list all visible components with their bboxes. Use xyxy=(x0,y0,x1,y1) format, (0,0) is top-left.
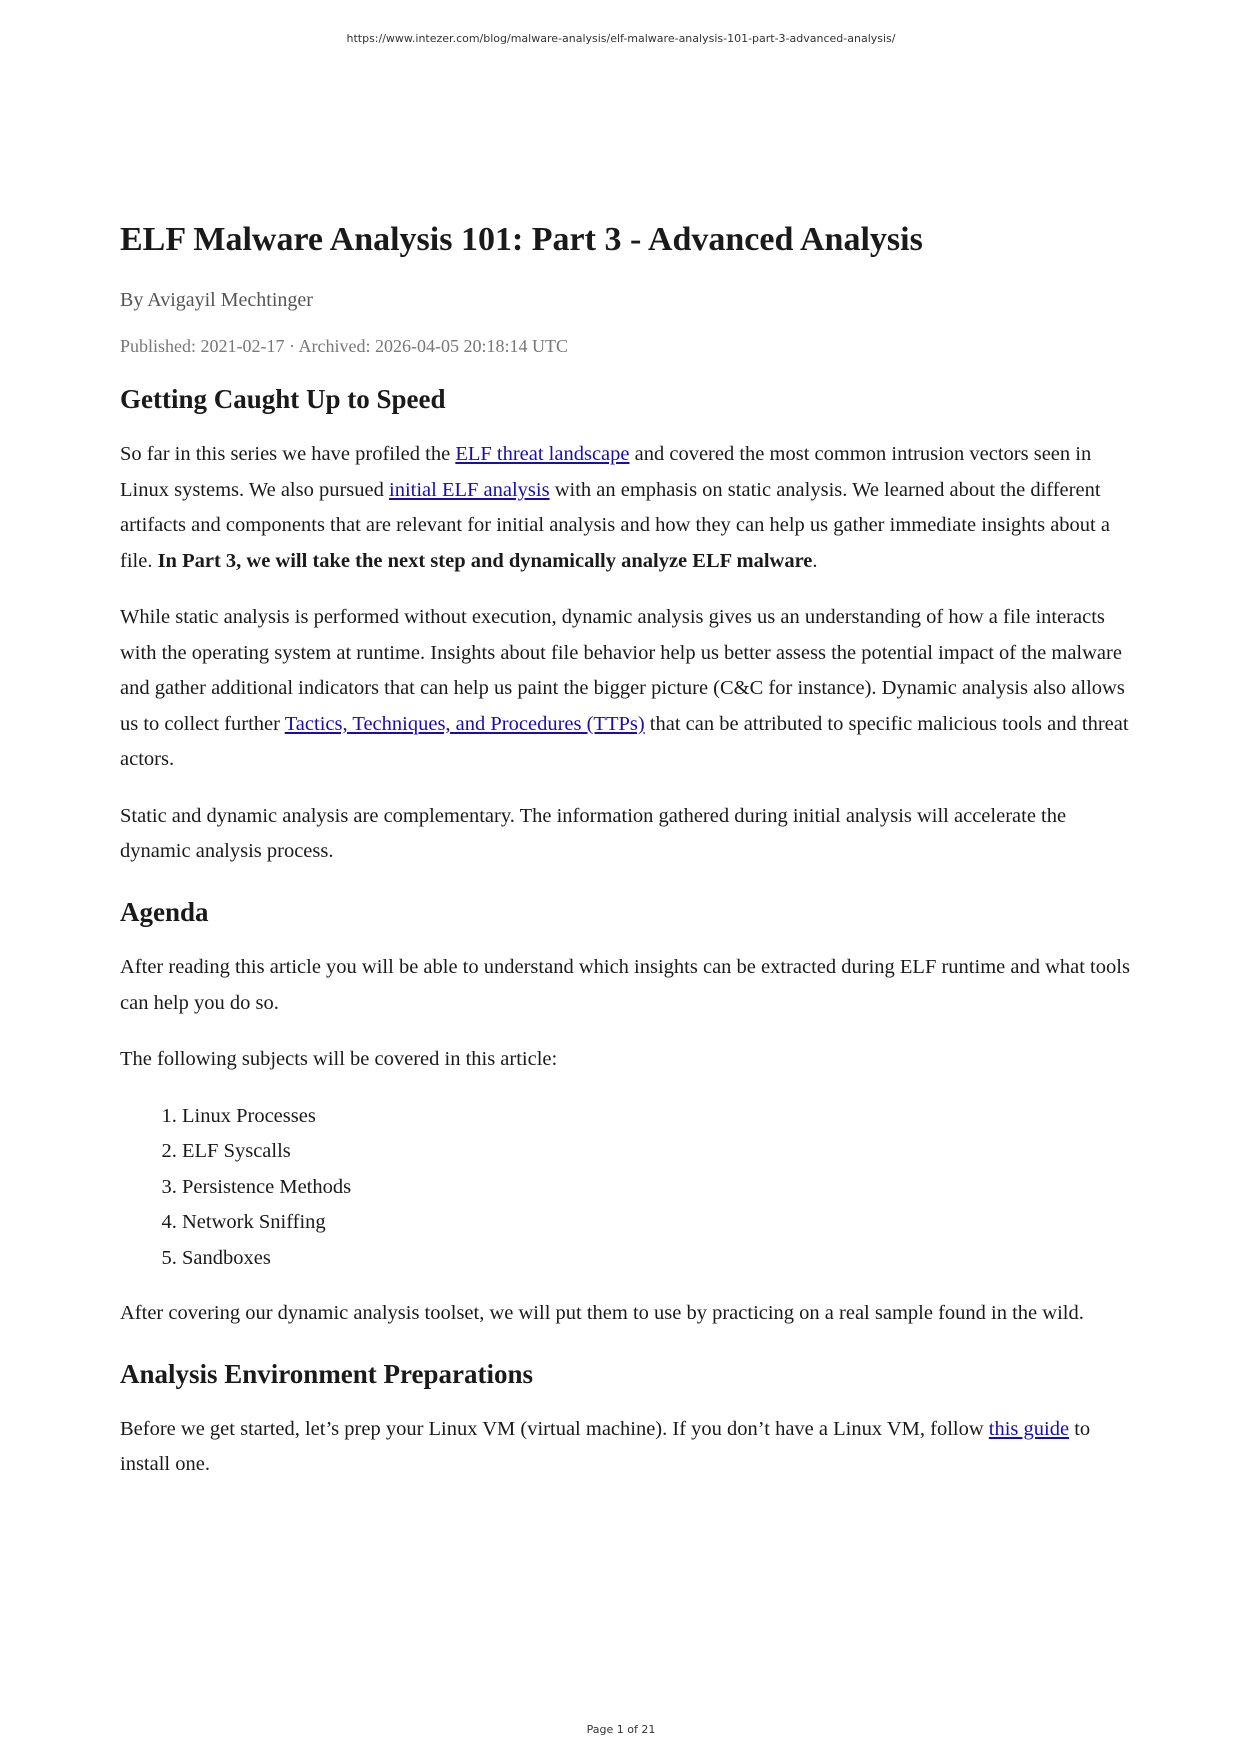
list-item: 5. Sandboxes xyxy=(182,1241,1130,1277)
link-initial-elf-analysis[interactable]: initial ELF analysis xyxy=(389,478,550,501)
paragraph-intro xyxy=(120,437,1130,579)
link-ttps[interactable]: Tactics, Techniques, and Procedures (TTPs) xyxy=(284,712,645,735)
list-item: 3. Persistence Methods xyxy=(182,1170,1130,1206)
paragraph-subjects-intro: The following subjects will be covered in this article: xyxy=(120,1048,558,1071)
article-published-date: Published: 2021-02-17 · Archived: 2026-04-05 20:18:14 UTC xyxy=(120,335,568,356)
text: and covered the most common intrusion vectors seen in Linux systems. We also pursued xyxy=(120,443,1092,501)
paragraph-env-prep xyxy=(120,1412,1130,1483)
paragraph-complementary: Static and dynamic analysis are complementary. The information gathered during initial analysis will accelerate the dynamic analysis process. xyxy=(120,804,1067,863)
page-number: Page 1 of 21 xyxy=(586,1723,656,1736)
subjects-list xyxy=(120,1099,1130,1277)
text: While static analysis is performed without execution, dynamic analysis gives us an understanding of how a file interacts with the operating system at runtime. Insights about file behavior help us better assess the potential impact of the malware and gather additional indicators that can help us paint the bigger picture (C&C for instance). Dynamic analysis also allows us to collect further xyxy=(120,606,1125,735)
list-item: 1. Linux Processes xyxy=(182,1099,1130,1135)
article-byline: By Avigayil Mechtinger xyxy=(120,288,313,311)
article-title: ELF Malware Analysis 101: Part 3 - Advanced Analysis xyxy=(120,221,923,258)
page-url-header: https://www.intezer.com/blog/malware-analysis/elf-malware-analysis-101-part-3-advanced-analysis/ xyxy=(346,32,896,45)
text: . xyxy=(812,549,818,572)
paragraph-toolset: After covering our dynamic analysis toolset, we will put them to use by practicing on a real sample found in the wild. xyxy=(120,1302,1084,1325)
section-heading-env-prep: Analysis Environment Preparations xyxy=(120,1358,534,1389)
article xyxy=(120,208,1130,1504)
section-heading-caught-up: Getting Caught Up to Speed xyxy=(120,383,446,414)
link-elf-threat-landscape[interactable]: ELF threat landscape xyxy=(455,443,630,466)
paragraph-dynamic-analysis xyxy=(120,600,1130,778)
link-this-guide[interactable]: this guide xyxy=(988,1417,1070,1440)
section-heading-agenda: Agenda xyxy=(120,896,209,927)
text: Before we get started, let’s prep your Linux VM (virtual machine). If you don’t have a Linux VM, follow xyxy=(120,1417,989,1440)
text: that can be attributed to specific malicious tools and threat actors. xyxy=(120,712,1129,771)
list-item: 2. ELF Syscalls xyxy=(182,1134,1130,1170)
text: to install one. xyxy=(120,1417,1091,1476)
text: with an emphasis on static analysis. We learned about the different artifacts and components that are relevant for initial analysis and how they can help us gather immediate insights about a file. xyxy=(120,478,1110,572)
bold-statement: In Part 3, we will take the next step and dynamically analyze ELF malware xyxy=(157,549,813,572)
text: So far in this series we have profiled the xyxy=(120,443,456,466)
list-item: 4. Network Sniffing xyxy=(182,1205,1130,1241)
paragraph-agenda-intro: After reading this article you will be able to understand which insights can be extracted during ELF runtime and what tools can help you do so. xyxy=(120,956,1130,1014)
